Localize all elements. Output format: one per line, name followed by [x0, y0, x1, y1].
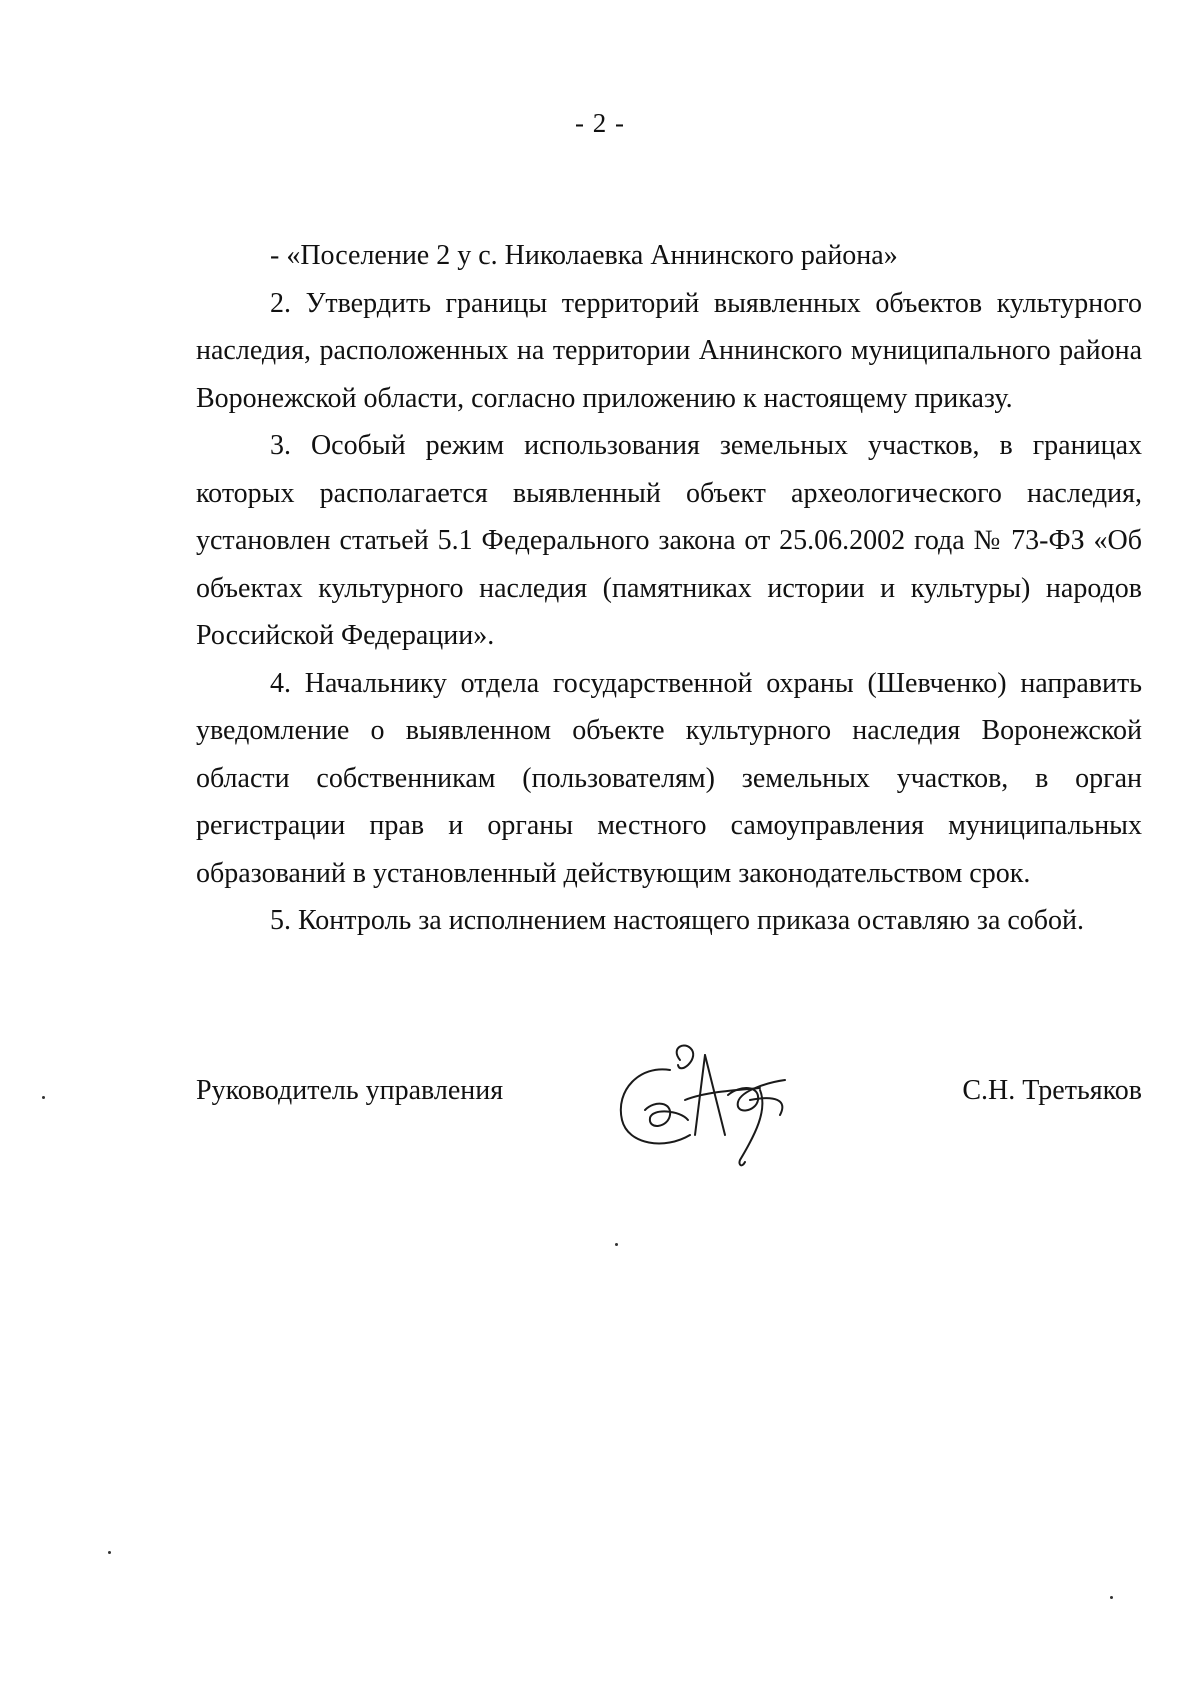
signatory-name: С.Н. Третьяков — [962, 1075, 1142, 1106]
scan-speck — [108, 1551, 111, 1554]
paragraph-item-3: 3. Особый режим использования земельных участков, в границах которых располагается выявленный объект археологического наследия, установлен статьей 5.1 Федерального закона от 25.06.2002 года № 73-ФЗ «Об объектах культурного наследия (памятниках истории и культуры) народов Российской Федерации». — [196, 430, 1142, 651]
paragraph-item-4: 4. Начальнику отдела государственной охраны (Шевченко) направить уведомление о выявленном объекте культурного наследия Воронежской области собственникам (пользователям) земельных участков, в орган регистрации прав и органы местного самоуправления муниципальных образований в установленный действующим законодательством срок. — [196, 667, 1142, 889]
scan-speck — [615, 1243, 618, 1246]
signatory-position: Руководитель управления — [196, 1075, 504, 1106]
paragraph-list-item: - «Поселение 2 у с. Николаевка Аннинского района» — [270, 240, 898, 271]
scan-speck — [42, 1096, 45, 1099]
page-number: - 2 - — [575, 108, 625, 138]
paragraph-item-5: 5. Контроль за исполнением настоящего приказа оставляю за собой. — [270, 905, 1085, 936]
paragraph-item-2: 2. Утвердить границы территорий выявленных объектов культурного наследия, расположенных на территории Аннинского муниципального района Воронежской области, согласно приложению к настоящему приказу. — [196, 287, 1142, 414]
document-body — [196, 232, 1142, 945]
scan-speck — [1110, 1596, 1113, 1599]
handwritten-signature-icon — [610, 1040, 810, 1170]
